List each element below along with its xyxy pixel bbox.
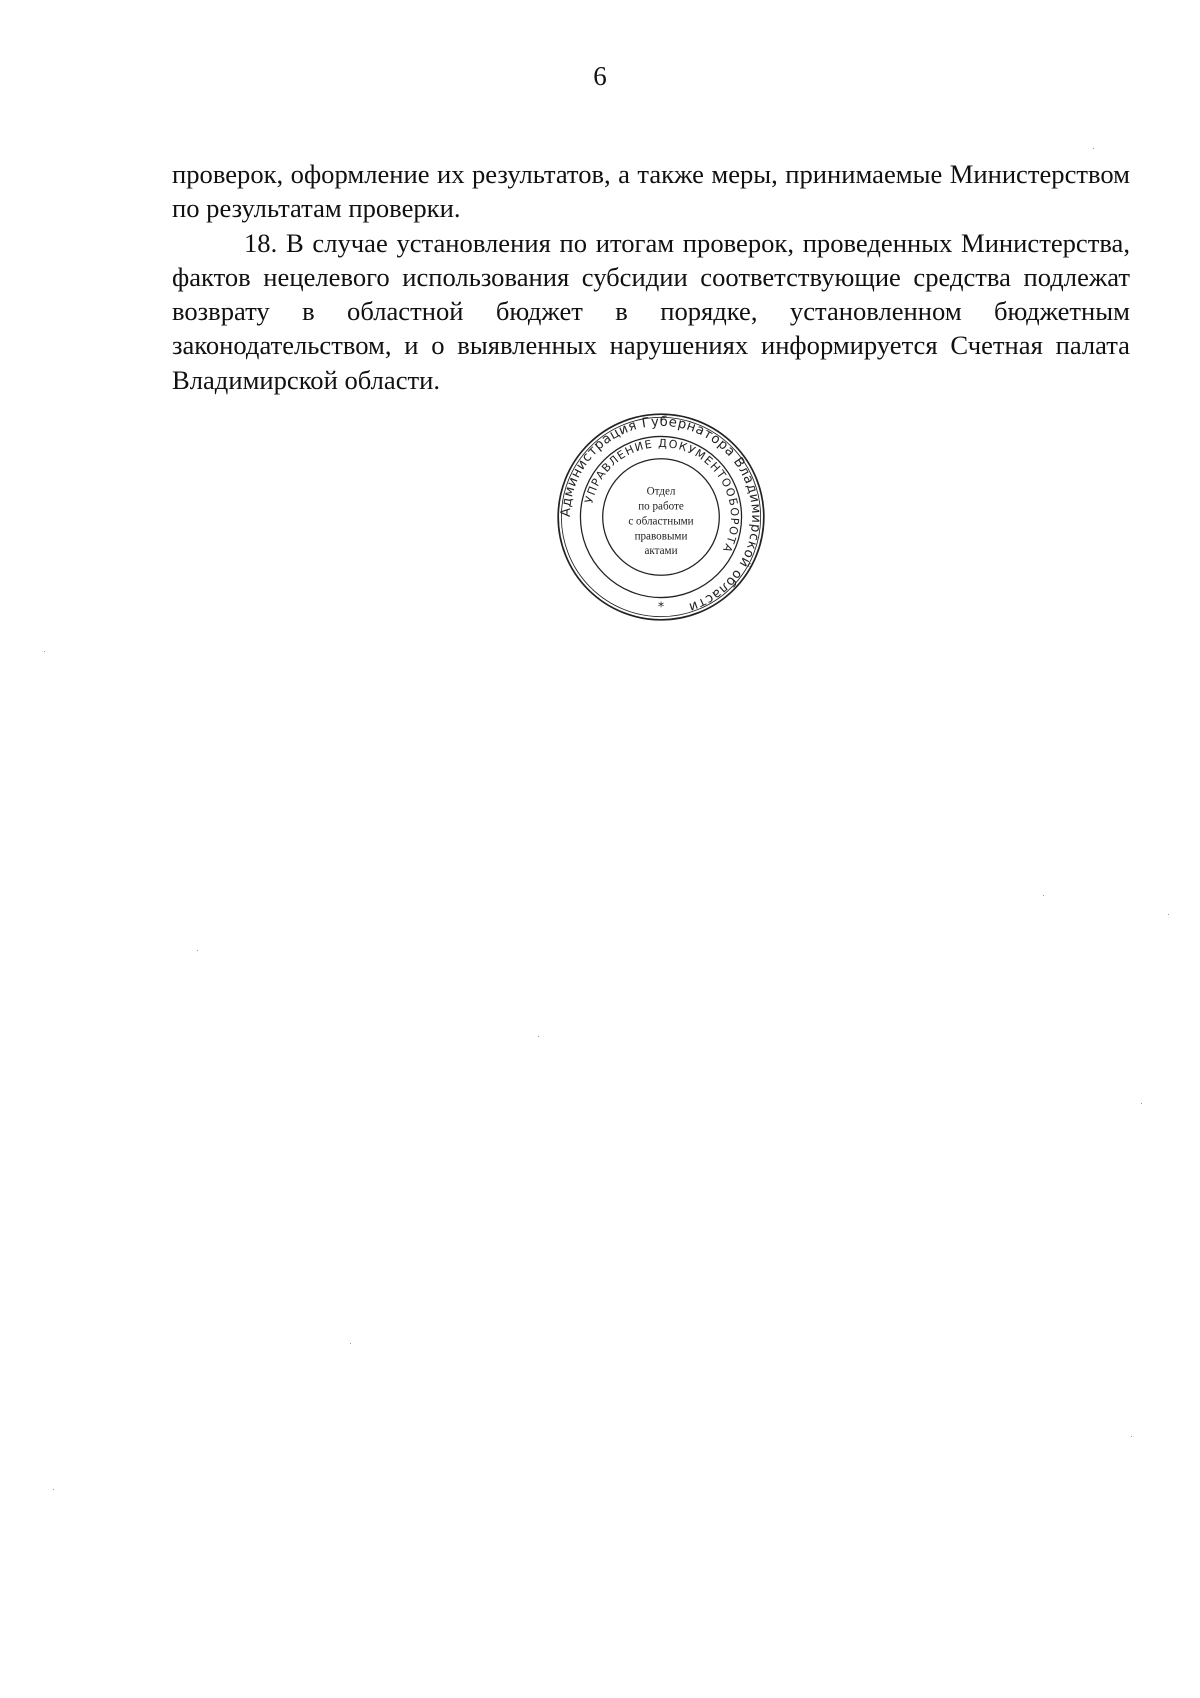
page-number: 6 bbox=[593, 61, 607, 91]
scan-speck bbox=[44, 651, 45, 652]
stamp-inner-ring-text: УПРАВЛЕНИЕ ДОКУМЕНТООБОРОТА bbox=[582, 436, 742, 556]
stamp-center-line: по работе bbox=[638, 500, 684, 513]
scan-speck bbox=[1043, 895, 1044, 896]
scan-speck bbox=[350, 1343, 351, 1344]
official-round-stamp bbox=[555, 411, 767, 623]
paragraph-18: 18. В случае установления по итогам проверок, проведенных Министерства, фактов нецелевого использования субсидии соответствующие средства подлежат возврату в областной бюджет в порядке, установленном бюджетным законодательством, и о выявленных нарушениях информируется Счетная палата Владимирской области. bbox=[172, 227, 1130, 395]
paragraph-continuation: проверок, оформление их результатов, а также меры, принимаемые Министерством по результатам проверки. bbox=[172, 159, 1130, 224]
scan-speck bbox=[1131, 1436, 1132, 1437]
stamp-graphic bbox=[555, 411, 767, 623]
stamp-center-line: правовыми bbox=[634, 530, 688, 543]
stamp-center-line: актами bbox=[644, 545, 678, 558]
scan-speck bbox=[197, 950, 198, 951]
stamp-center-text bbox=[628, 486, 693, 557]
stamp-star-icon: * bbox=[657, 598, 665, 614]
scan-speck bbox=[53, 1489, 54, 1490]
scan-speck bbox=[1093, 148, 1094, 149]
stamp-center-line: с областными bbox=[628, 515, 694, 528]
scan-speck bbox=[1141, 1103, 1142, 1104]
document-body bbox=[172, 157, 1130, 397]
scan-speck bbox=[1168, 914, 1169, 915]
scan-speck bbox=[538, 1036, 539, 1037]
stamp-center-line: Отдел bbox=[646, 485, 676, 498]
stamp-outer-ring-text: Администрация Губернатора Владимирской области bbox=[558, 414, 764, 615]
